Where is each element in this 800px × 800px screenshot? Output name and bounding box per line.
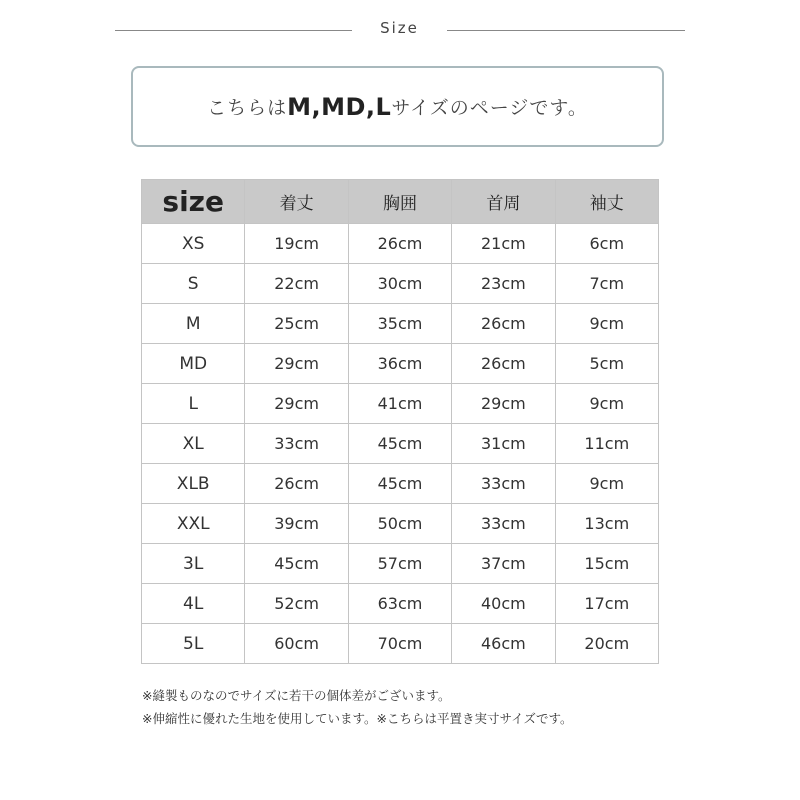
table-row bbox=[142, 504, 659, 544]
footnote-1: ※縫製ものなのでサイズに若干の個体差がございます。 bbox=[142, 688, 451, 703]
measurement-cell: 26cm bbox=[348, 224, 451, 264]
measurement-cell: 25cm bbox=[245, 304, 348, 344]
table-row bbox=[142, 584, 659, 624]
measurement-cell: 22cm bbox=[245, 264, 348, 304]
measurement-cell: 20cm bbox=[555, 624, 658, 664]
measurement-cell: 45cm bbox=[348, 424, 451, 464]
header-cell: 胸囲 bbox=[348, 180, 451, 224]
header-cell: 首周 bbox=[452, 180, 555, 224]
size-label-cell: 5L bbox=[142, 624, 245, 664]
measurement-cell: 21cm bbox=[452, 224, 555, 264]
header-size: size bbox=[142, 180, 245, 224]
measurement-cell: 45cm bbox=[348, 464, 451, 504]
notice-prefix: こちらは bbox=[207, 97, 288, 119]
footnote-2: ※伸縮性に優れた生地を使用しています。※こちらは平置き実寸サイズです。 bbox=[142, 711, 573, 726]
measurement-cell: 45cm bbox=[245, 544, 348, 584]
measurement-cell: 17cm bbox=[555, 584, 658, 624]
measurement-cell: 29cm bbox=[452, 384, 555, 424]
measurement-cell: 70cm bbox=[348, 624, 451, 664]
notice-sizes: M,MD,L bbox=[287, 92, 392, 121]
table-row bbox=[142, 624, 659, 664]
size-table bbox=[141, 179, 659, 664]
size-label-cell: L bbox=[142, 384, 245, 424]
measurement-cell: 33cm bbox=[452, 464, 555, 504]
measurement-cell: 41cm bbox=[348, 384, 451, 424]
size-label-cell: 4L bbox=[142, 584, 245, 624]
table-row bbox=[142, 304, 659, 344]
measurement-cell: 9cm bbox=[555, 464, 658, 504]
measurement-cell: 50cm bbox=[348, 504, 451, 544]
header-divider-left bbox=[115, 30, 352, 31]
size-label-cell: M bbox=[142, 304, 245, 344]
measurement-cell: 5cm bbox=[555, 344, 658, 384]
measurement-cell: 52cm bbox=[245, 584, 348, 624]
page-title: Size bbox=[380, 19, 419, 37]
measurement-cell: 15cm bbox=[555, 544, 658, 584]
size-label-cell: XLB bbox=[142, 464, 245, 504]
measurement-cell: 46cm bbox=[452, 624, 555, 664]
measurement-cell: 35cm bbox=[348, 304, 451, 344]
size-label-cell: S bbox=[142, 264, 245, 304]
measurement-cell: 39cm bbox=[245, 504, 348, 544]
measurement-cell: 9cm bbox=[555, 304, 658, 344]
size-label-cell: XL bbox=[142, 424, 245, 464]
table-body bbox=[142, 224, 659, 664]
header-cell: 着丈 bbox=[245, 180, 348, 224]
footnotes bbox=[142, 684, 572, 730]
measurement-cell: 6cm bbox=[555, 224, 658, 264]
measurement-cell: 26cm bbox=[245, 464, 348, 504]
measurement-cell: 9cm bbox=[555, 384, 658, 424]
measurement-cell: 19cm bbox=[245, 224, 348, 264]
table-row bbox=[142, 544, 659, 584]
measurement-cell: 23cm bbox=[452, 264, 555, 304]
size-label-cell: XXL bbox=[142, 504, 245, 544]
measurement-cell: 33cm bbox=[452, 504, 555, 544]
measurement-cell: 40cm bbox=[452, 584, 555, 624]
header-cell: 袖丈 bbox=[555, 180, 658, 224]
table-row bbox=[142, 464, 659, 504]
measurement-cell: 36cm bbox=[348, 344, 451, 384]
measurement-cell: 30cm bbox=[348, 264, 451, 304]
table-row bbox=[142, 424, 659, 464]
size-label-cell: XS bbox=[142, 224, 245, 264]
measurement-cell: 31cm bbox=[452, 424, 555, 464]
table-row bbox=[142, 224, 659, 264]
notice-suffix: サイズのページです。 bbox=[391, 97, 588, 119]
measurement-cell: 11cm bbox=[555, 424, 658, 464]
measurement-cell: 37cm bbox=[452, 544, 555, 584]
measurement-cell: 63cm bbox=[348, 584, 451, 624]
measurement-cell: 57cm bbox=[348, 544, 451, 584]
measurement-cell: 29cm bbox=[245, 344, 348, 384]
size-label-cell: MD bbox=[142, 344, 245, 384]
measurement-cell: 13cm bbox=[555, 504, 658, 544]
table-row bbox=[142, 384, 659, 424]
measurement-cell: 60cm bbox=[245, 624, 348, 664]
measurement-cell: 7cm bbox=[555, 264, 658, 304]
measurement-cell: 29cm bbox=[245, 384, 348, 424]
measurement-cell: 26cm bbox=[452, 344, 555, 384]
measurement-cell: 26cm bbox=[452, 304, 555, 344]
header-divider-right bbox=[447, 30, 685, 31]
table-row bbox=[142, 344, 659, 384]
table-row bbox=[142, 264, 659, 304]
size-label-cell: 3L bbox=[142, 544, 245, 584]
notice-box bbox=[131, 66, 664, 147]
measurement-cell: 33cm bbox=[245, 424, 348, 464]
table-header-row bbox=[142, 180, 659, 224]
